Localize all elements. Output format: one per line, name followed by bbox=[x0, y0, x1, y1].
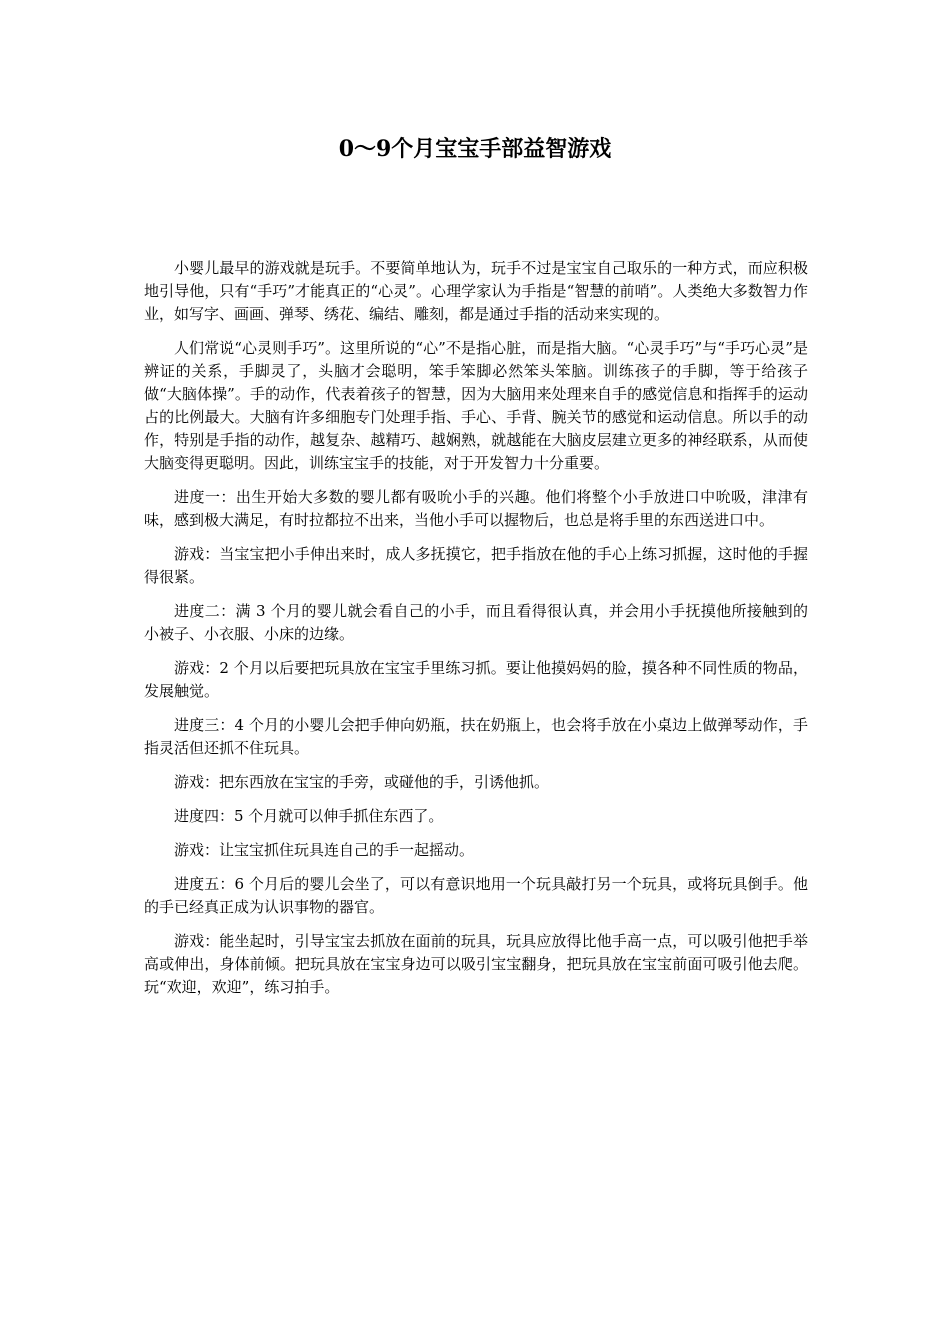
paragraph-game-4: 游戏：让宝宝抓住玩具连自己的手一起摇动。 bbox=[174, 841, 475, 859]
paragraph-stage-2: 进度二：满 3 个月的婴儿就会看自己的小手，而且看得很认真，并会用小手抚摸他所接触到的小被子、小衣服、小床的边缘。 bbox=[144, 602, 808, 643]
paragraph-game-5: 游戏：能坐起时，引导宝宝去抓放在面前的玩具，玩具应放得比他手高一点，可以吸引他把手举高或伸出，身体前倾。把玩具放在宝宝身边可以吸引宝宝翻身，把玩具放在宝宝前面可吸引他去爬。玩“欢迎，欢迎”，练习拍手。 bbox=[144, 932, 808, 996]
document-title: 0～9个月宝宝手部益智游戏 bbox=[338, 136, 612, 162]
paragraph-stage-5: 进度五：6 个月后的婴儿会坐了，可以有意识地用一个玩具敲打另一个玩具，或将玩具倒手。他的手已经真正成为认识事物的器官。 bbox=[144, 875, 808, 916]
document-body bbox=[144, 257, 808, 1010]
paragraph-stage-3: 进度三：4 个月的小婴儿会把手伸向奶瓶，扶在奶瓶上，也会将手放在小桌边上做弹琴动作，手指灵活但还抓不住玩具。 bbox=[144, 716, 808, 757]
paragraph-game-3: 游戏：把东西放在宝宝的手旁，或碰他的手，引诱他抓。 bbox=[174, 773, 550, 791]
paragraph-intro: 小婴儿最早的游戏就是玩手。不要简单地认为，玩手不过是宝宝自己取乐的一种方式，而应积极地引导他，只有“手巧”才能真正的“心灵”。心理学家认为手指是“智慧的前哨”。人类绝大多数智力作业，如写字、画画、弹琴、绣花、编结、雕刻，都是通过手指的活动来实现的。 bbox=[144, 259, 808, 323]
paragraph-game-1: 游戏：当宝宝把小手伸出来时，成人多抚摸它，把手指放在他的手心上练习抓握，这时他的手握得很紧。 bbox=[144, 545, 808, 586]
paragraph-game-2: 游戏：2 个月以后要把玩具放在宝宝手里练习抓。要让他摸妈妈的脸，摸各种不同性质的物品，发展触觉。 bbox=[144, 659, 808, 700]
paragraph-heart-hand: 人们常说“心灵则手巧”。这里所说的“心”不是指心脏，而是指大脑。“心灵手巧”与“手巧心灵”是辨证的关系，手脚灵了，头脑才会聪明，笨手笨脚必然笨头笨脑。训练孩子的手脚，等于给孩子做“大脑体操”。手的动作，代表着孩子的智慧，因为大脑用来处理来自手的感觉信息和指挥手的运动占的比例最大。大脑有许多细胞专门处理手指、手心、手背、腕关节的感觉和运动信息。所以手的动作，特别是手指的动作，越复杂、越精巧、越娴熟，就越能在大脑皮层建立更多的神经联系，从而使大脑变得更聪明。因此，训练宝宝手的技能，对于开发智力十分重要。 bbox=[144, 339, 808, 472]
paragraph-stage-4: 进度四：5 个月就可以伸手抓住东西了。 bbox=[174, 807, 444, 825]
paragraph-stage-1: 进度一：出生开始大多数的婴儿都有吸吮小手的兴趣。他们将整个小手放进口中吮吸，津津有味，感到极大满足，有时拉都拉不出来，当他小手可以握物后，也总是将手里的东西送进口中。 bbox=[144, 488, 808, 529]
